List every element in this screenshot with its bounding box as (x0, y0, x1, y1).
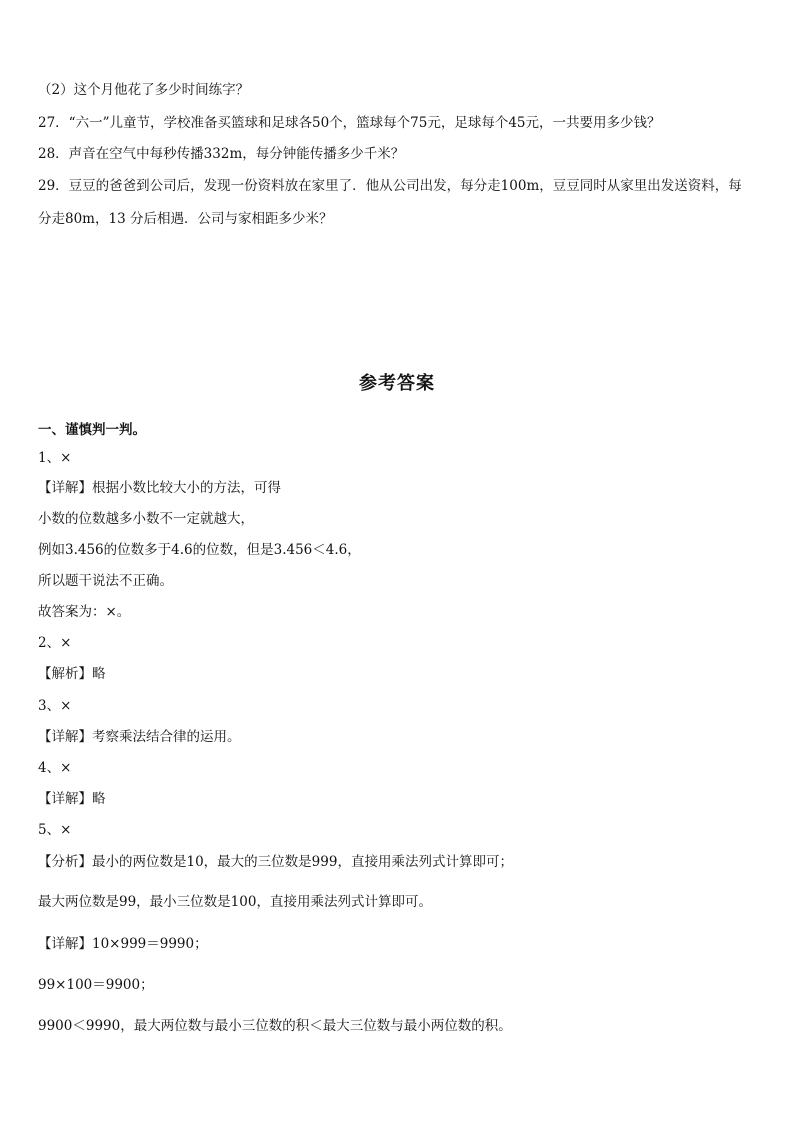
section-heading: 一、谨慎判一判。 (38, 422, 146, 438)
question-28: 28．声音在空气中每秒传播332m，每分钟能传播多少千米？ (38, 146, 405, 162)
question-29-line-2: 分走80m，13 分后相遇．公司与家相距多少米？ (38, 211, 333, 227)
answer-3-detail: 【详解】考察乘法结合律的运用。 (38, 729, 241, 745)
answer-5-mark: 5、× (38, 822, 72, 838)
answer-5-detail: 【详解】10×999＝9990； (38, 936, 208, 952)
answer-4-detail: 【详解】略 (38, 791, 106, 807)
answer-4-mark: 4、× (38, 760, 72, 776)
answer-5-calc-2: 99×100＝9900； (38, 977, 154, 993)
question-29-line-1: 29．豆豆的爸爸到公司后，发现一份资料放在家里了．他从公司出发，每分走100m，豆豆同时从家里出发送资料，每 (38, 178, 742, 194)
answer-2-analysis: 【解析】略 (38, 666, 106, 682)
answer-1-line-2: 小数的位数越多小数不一定就越大， (38, 511, 254, 527)
answer-1-mark: 1、× (38, 450, 72, 466)
answer-1-line-3: 例如3.456的位数多于4.6的位数，但是3.456＜4.6， (38, 542, 361, 558)
answer-3-mark: 3、× (38, 698, 72, 714)
answer-2-mark: 2、× (38, 635, 72, 651)
answer-5-comparison: 9900＜9990，最大两位数与最小三位数的积＜最大三位数与最小两位数的积。 (38, 1018, 512, 1034)
answers-title: 参考答案 (359, 373, 435, 394)
answer-1-conclusion: 故答案为：×。 (38, 604, 131, 620)
answer-1-detail: 【详解】根据小数比较大小的方法，可得 (38, 480, 281, 496)
question-26-part-2: （2）这个月他花了多少时间练字？ (38, 82, 250, 98)
answer-5-analysis: 【分析】最小的两位数是10，最大的三位数是999，直接用乘法列式计算即可； (38, 854, 513, 870)
answer-1-line-4: 所以题干说法不正确。 (38, 573, 173, 589)
answer-5-analysis-line-2: 最大两位数是99，最小三位数是100，直接用乘法列式计算即可。 (38, 894, 432, 910)
question-27: 27．“六一”儿童节，学校准备买篮球和足球各50个，篮球每个75元，足球每个45元，一共要用多少钱？ (38, 115, 661, 131)
